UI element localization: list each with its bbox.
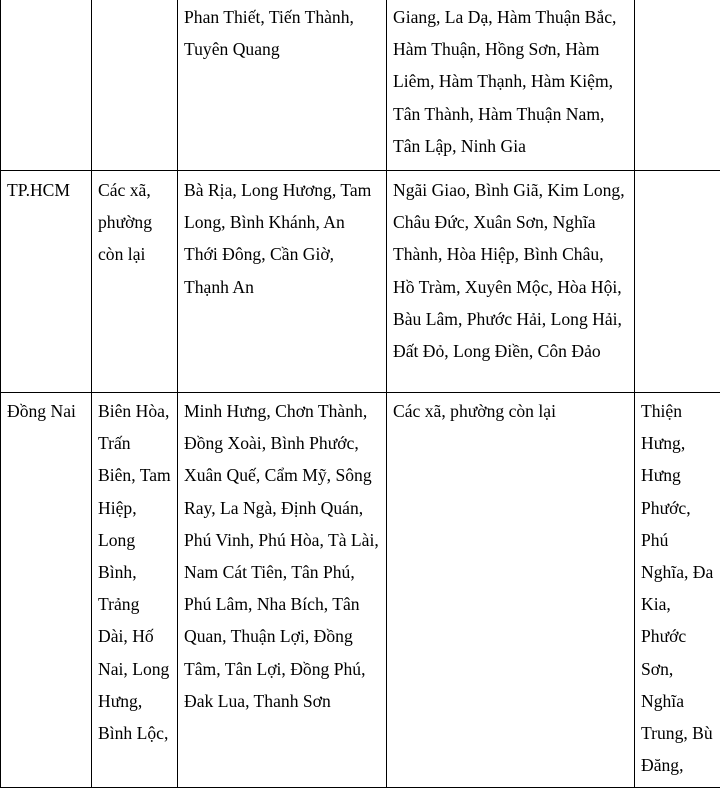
transferred-communes-cell: Ngãi Giao, Bình Giã, Kim Long, Châu Đức, Xuân Sơn, Nghĩa Thành, Hòa Hiệp, Bình Châu, Hồ Tràm, Xuyên Mộc, Hòa Hội, Bàu Lâm, Phước Hải, Long Hải, Đất Đỏ, Long Điền, Côn Đảo [387,171,635,393]
table-row [1,393,720,788]
table-row [1,0,720,171]
province-cell [1,0,92,171]
other-communes-cell: Thiện Hưng, Hưng Phước, Phú Nghĩa, Đa Kia, Phước Sơn, Nghĩa Trung, Bù Đăng, [635,393,720,788]
other-communes-cell [635,171,720,393]
other-communes-cell [635,0,720,171]
merged-communes-cell: Minh Hưng, Chơn Thành, Đồng Xoài, Bình Phước, Xuân Quế, Cẩm Mỹ, Sông Ray, La Ngà, Định Quán, Phú Vinh, Phú Hòa, Tà Lài, Nam Cát Tiên, Tân Phú, Phú Lâm, Nha Bích, Tân Quan, Thuận Lợi, Đồng Tâm, Tân Lợi, Đồng Phú, Đak Lua, Thanh Sơn [178,393,387,788]
merged-communes-cell: Phan Thiết, Tiến Thành, Tuyên Quang [178,0,387,171]
local-communes-cell: Biên Hòa, Trấn Biên, Tam Hiệp, Long Bình, Trảng Dài, Hố Nai, Long Hưng, Bình Lộc, [92,393,178,788]
local-communes-cell: Các xã, phường còn lại [92,171,178,393]
transferred-communes-cell: Các xã, phường còn lại [387,393,635,788]
merged-communes-cell: Bà Rịa, Long Hương, Tam Long, Bình Khánh, An Thới Đông, Cần Giờ, Thạnh An [178,171,387,393]
province-cell: Đồng Nai [1,393,92,788]
local-communes-cell [92,0,178,171]
table-row [1,171,720,393]
transferred-communes-cell: Giang, La Dạ, Hàm Thuận Bắc, Hàm Thuận, Hồng Sơn, Hàm Liêm, Hàm Thạnh, Hàm Kiệm, Tân Thành, Hàm Thuận Nam, Tân Lập, Ninh Gia [387,0,635,171]
province-cell: TP.HCM [1,171,92,393]
